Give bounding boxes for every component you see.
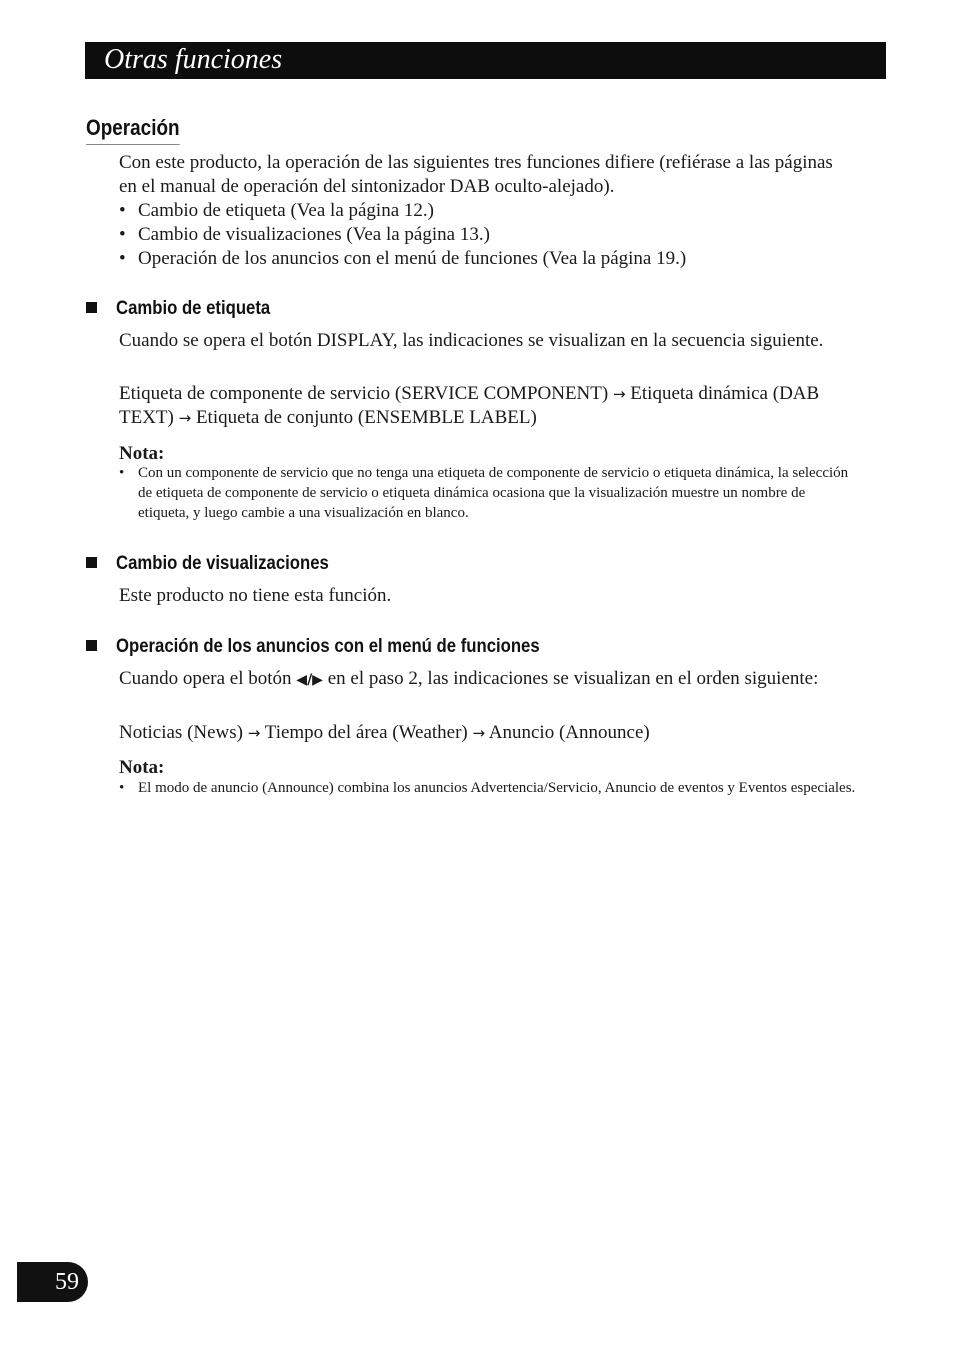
sequence-step: Noticias (News) [119,722,243,743]
section-title-operacion: Operación [86,113,180,145]
heading-label: Cambio de etiqueta [116,298,271,319]
nota-text: El modo de anuncio (Announce) combina los anuncios Advertencia/Servicio, Anuncio de eventos y Eventos especiales. [138,780,856,796]
section-title-visualizaciones [86,551,358,577]
arrow-right-icon: → [247,724,261,742]
section-banner [85,42,886,79]
etiqueta-paragraph: Cuando se opera el botón DISPLAY, las indicaciones se visualizan en la secuencia siguiente. [119,330,824,351]
sequence-step: Etiqueta dinámica (DAB TEXT) [119,383,820,428]
sequence-step: Tiempo del área (Weather) [264,722,468,743]
nota-label: Nota: [119,757,165,778]
operacion-bullet-list [119,199,844,271]
section-title-anuncios [86,634,597,660]
banner-title: Otras funciones [104,44,283,75]
left-right-buttons-icon: ◀/▶ [296,672,323,688]
bullet-icon: • [119,465,125,481]
arrow-right-icon: → [472,724,486,742]
square-bullet-icon [86,302,97,313]
anuncios-sequence [119,721,844,745]
page-number-tab [17,1262,88,1302]
sequence-step: Etiqueta de conjunto (ENSEMBLE LABEL) [195,407,537,428]
paragraph-text: en el paso 2, las indicaciones se visualizan en el orden siguiente: [327,668,819,689]
visualizaciones-paragraph: Este producto no tiene esta función. [119,585,392,606]
nota-item [119,778,858,798]
arrow-right-icon: → [612,385,626,403]
anuncios-paragraph [119,667,844,692]
square-bullet-icon [86,557,97,568]
list-item: • Operación de los anuncios con el menú de funciones (Vea la página 19.) [119,247,844,271]
nota-label: Nota: [119,443,165,464]
page-number: 59 [55,1269,79,1295]
arrow-right-icon: → [178,409,192,427]
square-bullet-icon [86,640,97,651]
nota-text: Con un componente de servicio que no tenga una etiqueta de componente de servicio o etiqueta dinámica, la selección de etiqueta de componente de servicio o etiqueta dinámica ocasiona que la visualización muestre un nombre de etiqueta, y luego cambie a una visualización en blanco. [138,465,849,521]
sequence-step: Etiqueta de componente de servicio (SERVICE COMPONENT) [119,383,609,404]
list-item: • Cambio de etiqueta (Vea la página 12.) [119,199,844,223]
heading-label: Cambio de visualizaciones [116,553,329,574]
sequence-step: Anuncio (Announce) [488,722,650,743]
bullet-icon: • [119,780,125,796]
section-title-etiqueta [86,296,291,322]
paragraph-text: Cuando opera el botón [119,668,292,689]
operacion-intro: Con este producto, la operación de las siguientes tres funciones difiere (refiérase a las páginas en el manual de operación del sintonizador DAB oculto-alejado). [119,152,833,197]
nota-item [119,463,858,523]
heading-label: Operación de los anuncios con el menú de funciones [116,636,540,657]
list-item: • Cambio de visualizaciones (Vea la página 13.) [119,223,844,247]
etiqueta-sequence [119,382,844,430]
